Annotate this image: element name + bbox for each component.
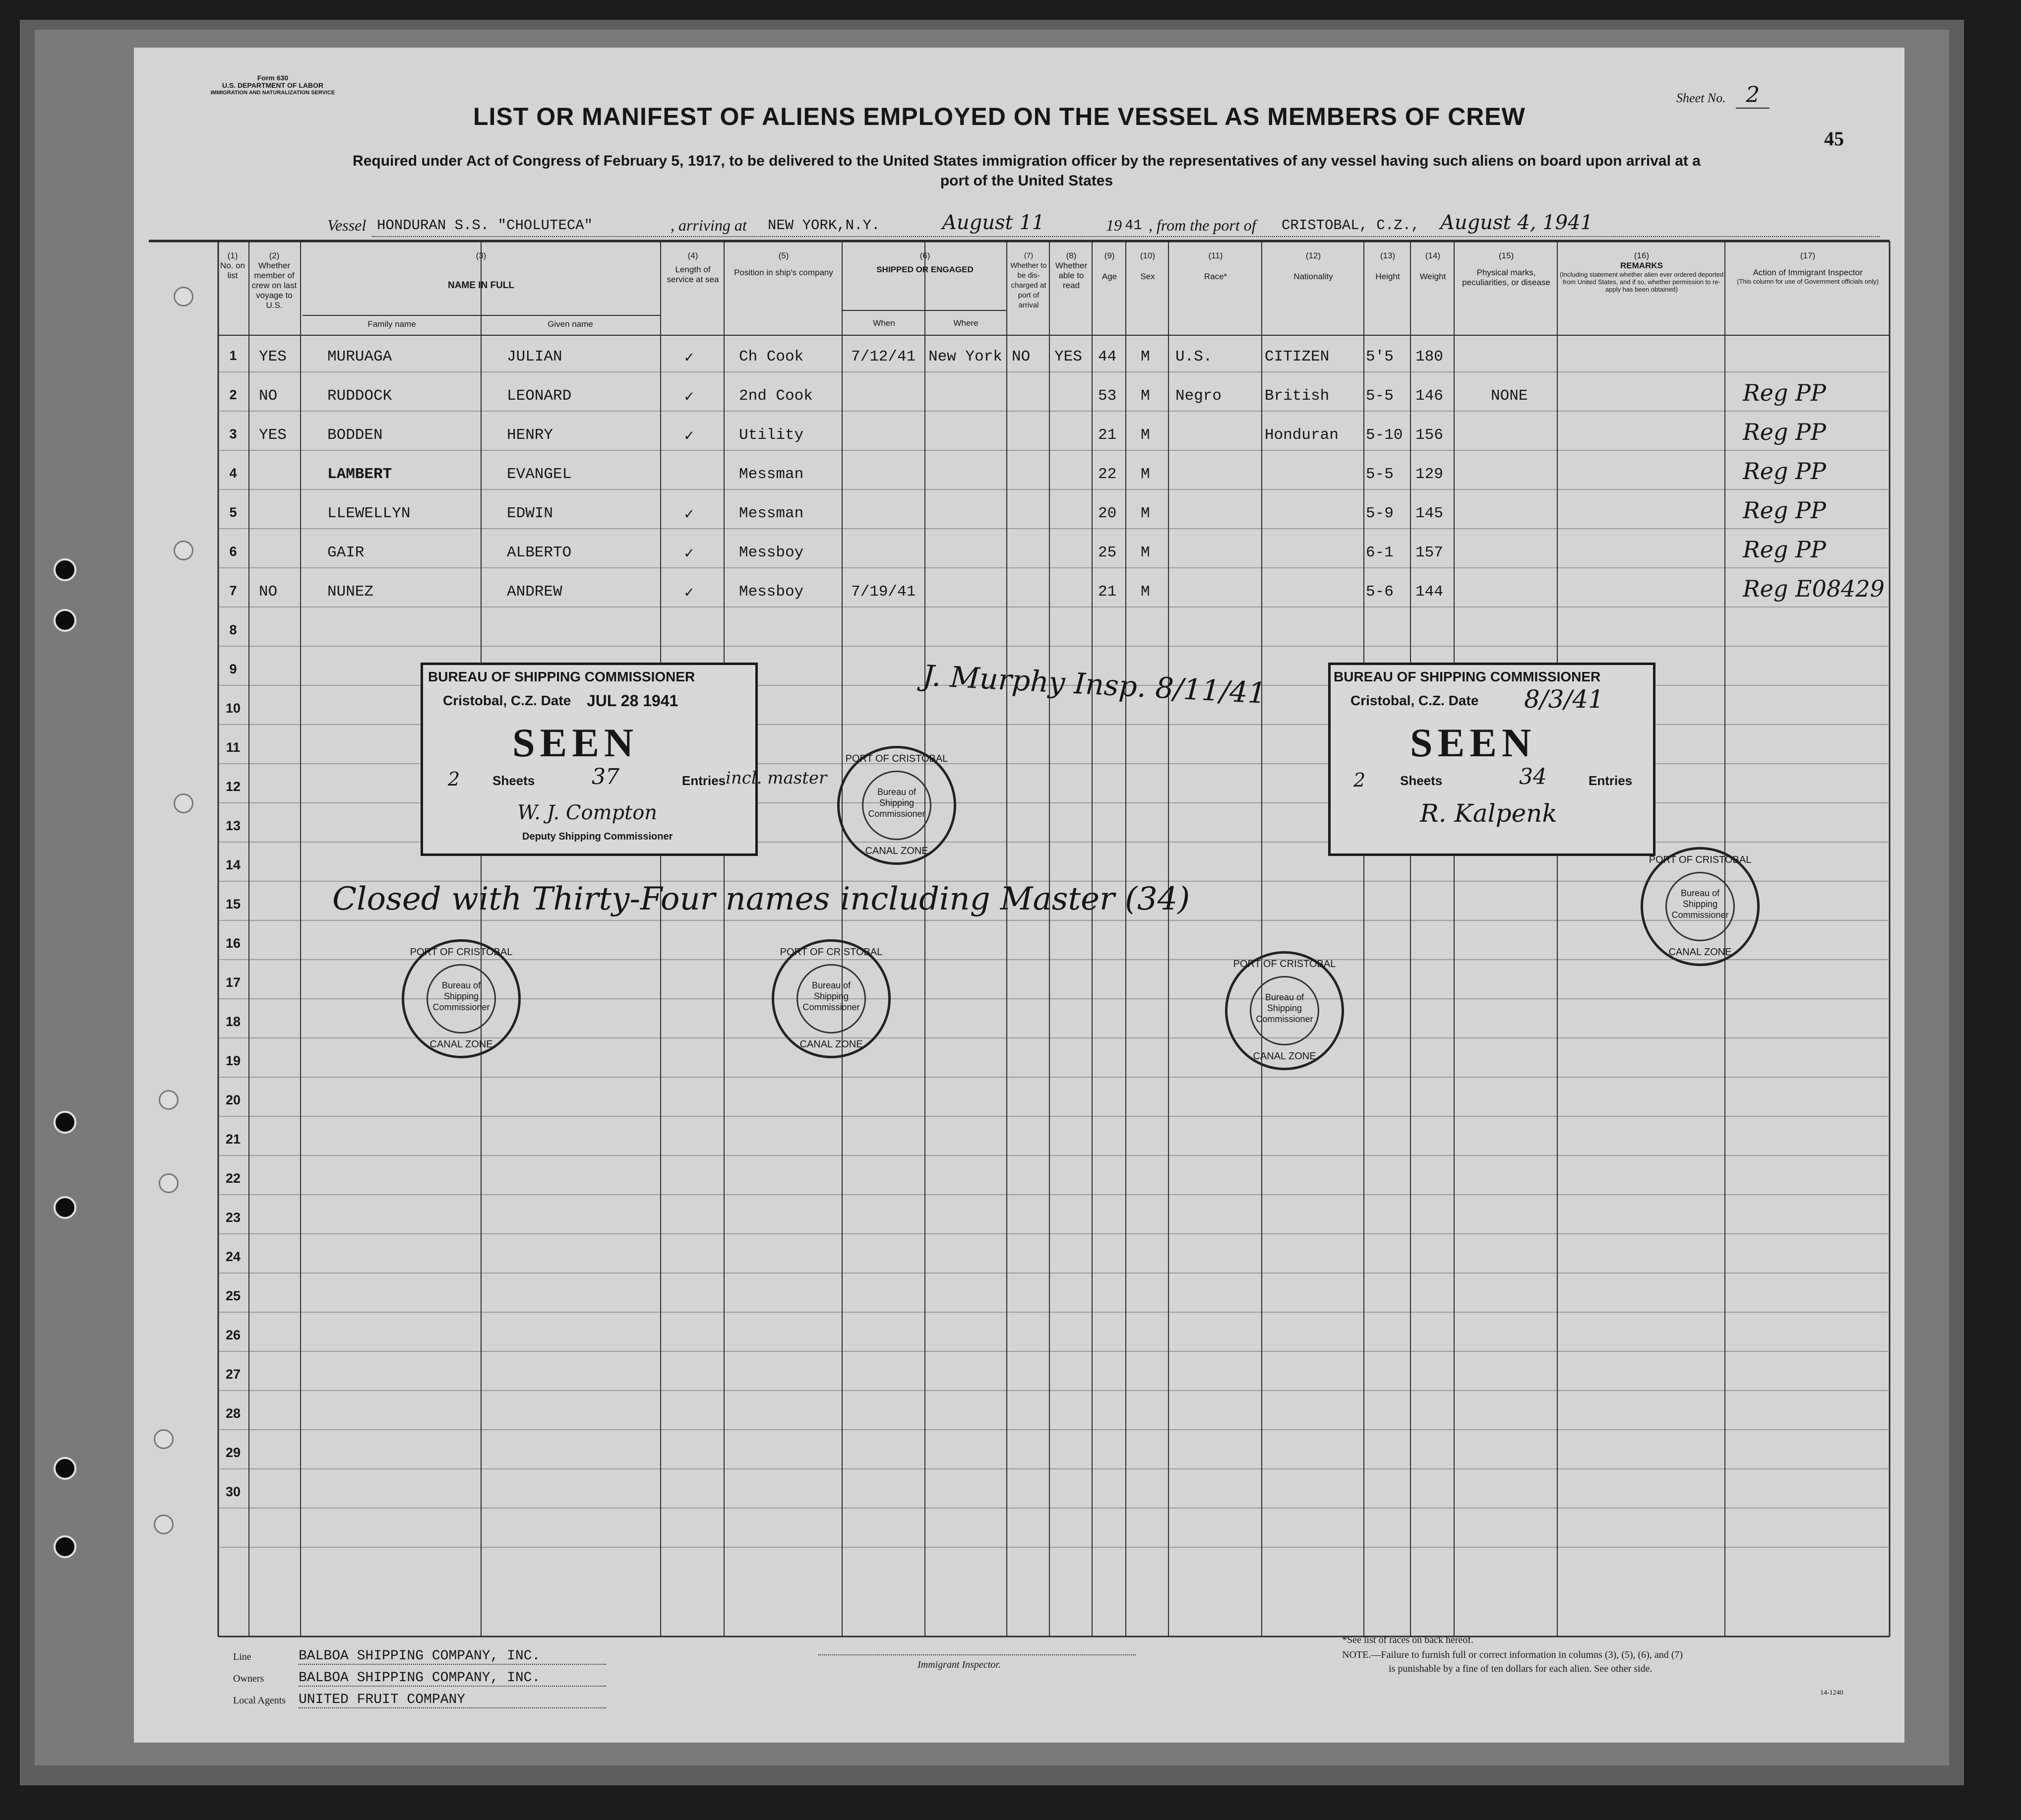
col-header-race xyxy=(1169,251,1262,282)
col-header-where: Where xyxy=(953,318,979,328)
departure-date: August 4, 1941 xyxy=(1440,211,1593,234)
binder-hole xyxy=(54,558,76,581)
row-given-name: HENRY xyxy=(507,426,553,444)
col-label: REMARKS xyxy=(1620,261,1663,270)
stamp-entries-value: 37 xyxy=(592,764,619,789)
row-given-name: ALBERTO xyxy=(507,544,572,561)
seal-inner-text: Shipping xyxy=(1267,1003,1302,1013)
seal-outer-top: PORT OF CRISTOBAL xyxy=(780,947,883,958)
row-age: 22 xyxy=(1098,466,1117,483)
fine-note-1: NOTE.—Failure to furnish full or correct information in columns (3), (5), (6), and (7) xyxy=(1342,1649,1683,1660)
col-number: (7) xyxy=(1024,251,1034,260)
row-service: ✓ xyxy=(684,350,694,367)
col-header-read xyxy=(1050,251,1092,291)
col-label: Race* xyxy=(1204,272,1227,281)
binder-hole xyxy=(54,1111,76,1134)
service-name: IMMIGRATION AND NATURALIZATION SERVICE xyxy=(210,90,335,96)
footer-print-code: 14-1240 xyxy=(1820,1689,1843,1697)
seal-outer-top: PORT OF CRISTOBAL xyxy=(1649,854,1752,865)
department-name: U.S. DEPARTMENT OF LABOR xyxy=(222,81,324,89)
seal-inner-text: Shipping xyxy=(443,991,479,1001)
col-number: (17) xyxy=(1800,251,1816,260)
stamp-place: Cristobal, C.Z. Date xyxy=(443,693,571,708)
row-position: 2nd Cook xyxy=(739,387,813,405)
row-action: Reg PP xyxy=(1743,458,1826,485)
row-number: 25 xyxy=(225,1288,241,1303)
stamp-entries-label: Entries xyxy=(1589,773,1633,788)
row-action: Reg E08429 xyxy=(1743,575,1885,602)
year-prefix: 19 xyxy=(1106,216,1122,234)
row-position: Messman xyxy=(739,505,804,522)
row-height: 6-1 xyxy=(1366,544,1394,561)
row-age: 53 xyxy=(1098,387,1117,405)
vessel-name: HONDURAN S.S. "CHOLUTECA" xyxy=(377,217,593,234)
row-where: New York xyxy=(928,348,1002,365)
stamp-header: BUREAU OF SHIPPING COMMISSIONER xyxy=(428,669,695,684)
row-number: 4 xyxy=(229,466,237,481)
row-service: ✓ xyxy=(684,585,694,602)
stamp-signer-title: Deputy Shipping Commissioner xyxy=(522,831,673,842)
row-nationality: Honduran xyxy=(1265,426,1339,444)
col-label: SHIPPED OR ENGAGED xyxy=(876,265,974,274)
row-sex: M xyxy=(1141,387,1150,405)
row-height: 5-6 xyxy=(1366,583,1394,601)
manifest-sheet xyxy=(134,48,1904,1743)
col-number: (9) xyxy=(1104,251,1115,260)
col-header-age xyxy=(1093,251,1126,282)
seal-outer-bottom: CANAL ZONE xyxy=(799,1039,863,1050)
seal-outer-top: PORT OF CRISTOBAL xyxy=(1233,959,1336,970)
row-height: 5'5 xyxy=(1366,348,1394,365)
row-height: 5-10 xyxy=(1366,426,1403,444)
footer-owners-label: Owners xyxy=(233,1673,264,1684)
col-number: (11) xyxy=(1208,251,1223,260)
col-label: Age xyxy=(1102,272,1117,281)
row-weight: 144 xyxy=(1415,583,1443,601)
page-title: LIST OR MANIFEST OF ALIENS EMPLOYED ON THE VESSEL AS MEMBERS OF CREW xyxy=(473,103,1526,130)
row-sex: M xyxy=(1141,505,1150,522)
row-marks: NONE xyxy=(1491,387,1528,405)
seal-inner-text: Bureau of xyxy=(877,787,917,797)
col-number: (8) xyxy=(1066,251,1077,260)
row-position: Messman xyxy=(739,466,804,483)
stamp-sheets-value: 2 xyxy=(448,768,460,790)
col-label: Height xyxy=(1375,272,1400,281)
col-header-last-voyage xyxy=(250,251,299,310)
row-number: 10 xyxy=(225,701,241,716)
col-label: NAME IN FULL xyxy=(447,280,515,291)
row-position: Messboy xyxy=(739,544,804,561)
col-header-height xyxy=(1365,251,1410,282)
row-number: 23 xyxy=(225,1210,241,1225)
row-weight: 129 xyxy=(1415,466,1443,483)
row-number: 2 xyxy=(229,387,237,402)
col-label: Nationality xyxy=(1293,272,1333,281)
port-seal xyxy=(772,939,891,1058)
col-number: (3) xyxy=(476,251,487,260)
col-header-no xyxy=(217,251,248,281)
row-family-name: LLEWELLYN xyxy=(327,505,411,522)
row-age: 44 xyxy=(1098,348,1117,365)
row-weight: 156 xyxy=(1415,426,1443,444)
seal-outer-top: PORT OF CRISTOBAL xyxy=(410,947,513,958)
row-service: ✓ xyxy=(684,546,694,563)
row-number: 6 xyxy=(229,544,237,559)
row-action: Reg PP xyxy=(1743,379,1826,406)
row-race: Negro xyxy=(1175,387,1222,405)
arrival-port: NEW YORK,N.Y. xyxy=(768,217,880,234)
row-age: 21 xyxy=(1098,583,1117,601)
departure-port: CRISTOBAL, C.Z., xyxy=(1282,217,1420,234)
binder-hole xyxy=(54,1535,76,1558)
col-header-when: When xyxy=(873,318,895,328)
footer-owners-value: BALBOA SHIPPING COMPANY, INC. xyxy=(299,1670,606,1687)
row-given-name: ANDREW xyxy=(507,583,562,601)
row-family-name: GAIR xyxy=(327,544,365,561)
seal-inner-text: Commissioner xyxy=(432,1002,490,1012)
stamp-signature: R. Kalpenk xyxy=(1420,799,1557,828)
row-sex: M xyxy=(1141,544,1150,561)
col-label: Whether to be dis- charged at port of arrival xyxy=(1010,261,1047,309)
col-header-family-name: Family name xyxy=(367,319,416,329)
col-number: (13) xyxy=(1380,251,1396,260)
row-number: 1 xyxy=(229,348,237,363)
row-number: 11 xyxy=(226,740,241,755)
row-sex: M xyxy=(1141,466,1150,483)
col-label: Physical marks, peculiarities, or disease xyxy=(1462,268,1550,287)
inspector-label: Immigrant Inspector. xyxy=(918,1659,1001,1670)
footer-line-value: BALBOA SHIPPING COMPANY, INC. xyxy=(299,1648,606,1665)
seal-inner-text: Commissioner xyxy=(802,1002,860,1012)
row-height: 5-5 xyxy=(1366,387,1394,405)
row-family-name: MURUAGA xyxy=(327,348,392,365)
closed-note: Closed with Thirty-Four names including Master (34) xyxy=(332,881,1190,917)
stamp-place: Cristobal, C.Z. Date xyxy=(1350,693,1479,708)
row-family-name: NUNEZ xyxy=(327,583,374,601)
col-label: Weight xyxy=(1419,272,1446,281)
row-number: 24 xyxy=(225,1249,241,1264)
stamp-sheets-label: Sheets xyxy=(492,773,535,788)
inspector-signature-line xyxy=(818,1654,1136,1655)
col-label: Sex xyxy=(1140,272,1155,281)
inspector-signature: J. Murphy Insp. 8/11/41 xyxy=(921,658,1267,711)
col-header-nationality xyxy=(1263,251,1364,282)
col-header-name xyxy=(303,251,660,291)
row-family-name: RUDDOCK xyxy=(327,387,392,405)
row-number: 15 xyxy=(225,897,241,911)
row-number: 20 xyxy=(225,1092,241,1107)
col-header-service xyxy=(662,251,724,285)
row-last-voyage: YES xyxy=(259,348,287,365)
row-family-name: LAMBERT xyxy=(327,466,392,483)
row-weight: 146 xyxy=(1415,387,1443,405)
binder-hole xyxy=(54,1457,76,1480)
col-number: (10) xyxy=(1140,251,1156,260)
col-number: (5) xyxy=(778,251,789,260)
row-service: ✓ xyxy=(684,506,694,524)
seal-outer-bottom: CANAL ZONE xyxy=(429,1039,493,1050)
row-last-voyage: YES xyxy=(259,426,287,444)
footer-agents-value: UNITED FRUIT COMPANY xyxy=(299,1692,606,1708)
seal-outer-bottom: CANAL ZONE xyxy=(1668,947,1732,958)
row-action: Reg PP xyxy=(1743,497,1826,524)
row-when: 7/19/41 xyxy=(851,583,916,601)
row-age: 20 xyxy=(1098,505,1117,522)
subtitle-line-2: port of the United States xyxy=(940,173,1113,189)
row-weight: 157 xyxy=(1415,544,1443,561)
row-nationality: CITIZEN xyxy=(1265,348,1330,365)
shipping-commissioner-stamp-left xyxy=(421,663,827,856)
row-number: 22 xyxy=(225,1171,241,1186)
row-number: 16 xyxy=(225,936,241,951)
stamp-sheets-label: Sheets xyxy=(1400,773,1443,788)
footer-line-label: Line xyxy=(233,1651,251,1662)
form-number: Form 630 xyxy=(257,74,289,82)
binder-hole xyxy=(54,609,76,632)
row-last-voyage: NO xyxy=(259,583,278,601)
row-sex: M xyxy=(1141,426,1150,444)
stamp-extra-note: incl. master xyxy=(726,768,827,788)
col-note: (Including statement whether alien ever ordered deported from United States, and if so, whether permission to re-apply has been obtained) xyxy=(1559,271,1724,293)
col-number: (12) xyxy=(1305,251,1321,260)
from-port-label: , from the port of xyxy=(1149,216,1256,234)
row-number: 7 xyxy=(229,583,237,598)
row-position: Utility xyxy=(739,426,804,444)
seal-inner-text: Shipping xyxy=(813,991,849,1001)
row-given-name: LEONARD xyxy=(507,387,572,405)
row-number: 29 xyxy=(225,1445,241,1460)
row-number: 8 xyxy=(229,622,237,637)
row-service: ✓ xyxy=(684,428,694,445)
row-action: Reg PP xyxy=(1743,419,1826,445)
col-number: (6) xyxy=(919,251,930,260)
col-label: Position in ship's company xyxy=(734,268,833,277)
col-header-given-name: Given name xyxy=(548,319,593,329)
col-label: No. on list xyxy=(220,261,245,280)
seal-inner-text: Commissioner xyxy=(1671,910,1729,920)
seal-inner-text: Bureau of xyxy=(441,980,481,990)
stamp-signature: W. J. Compton xyxy=(517,801,658,824)
arriving-label: , arriving at xyxy=(671,216,747,234)
col-number: (16) xyxy=(1634,251,1650,260)
col-number: (4) xyxy=(687,251,698,260)
row-sex: M xyxy=(1141,583,1150,601)
row-weight: 145 xyxy=(1415,505,1443,522)
col-number: (1) xyxy=(227,251,238,260)
row-height: 5-5 xyxy=(1366,466,1394,483)
port-seal xyxy=(837,746,956,865)
col-number: (2) xyxy=(269,251,280,260)
row-number: 3 xyxy=(229,426,237,441)
seal-outer-bottom: CANAL ZONE xyxy=(1253,1051,1316,1062)
col-number: (14) xyxy=(1425,251,1441,260)
col-label: Length of service at sea xyxy=(667,265,719,284)
row-sex: M xyxy=(1141,348,1150,365)
seal-inner-text: Bureau of xyxy=(1265,992,1304,1002)
row-number: 13 xyxy=(225,818,241,833)
shipping-commissioner-stamp-right xyxy=(1328,663,1655,856)
row-number: 26 xyxy=(225,1328,241,1342)
sheet-number: 2 xyxy=(1736,82,1770,109)
col-label: Action of Immigrant Inspector xyxy=(1753,268,1863,277)
col-note: (This column for use of Government officials only) xyxy=(1737,278,1879,285)
row-given-name: EDWIN xyxy=(507,505,553,522)
stamp-entries-label: Entries xyxy=(682,773,726,788)
seal-inner-text: Commissioner xyxy=(1256,1014,1313,1024)
row-number: 19 xyxy=(225,1053,241,1068)
row-weight: 180 xyxy=(1415,348,1443,365)
col-label: Whether member of crew on last voyage to U.S. xyxy=(251,261,297,310)
arrival-date: August 11 xyxy=(942,211,1045,234)
col-header-action xyxy=(1726,251,1890,285)
row-number: 5 xyxy=(229,505,237,520)
seal-outer-bottom: CANAL ZONE xyxy=(865,846,928,856)
footer-agents-label: Local Agents xyxy=(233,1695,286,1706)
stamp-sheets-value: 2 xyxy=(1353,769,1366,791)
sheet-label: Sheet No. xyxy=(1676,91,1726,105)
stamp-entries-value: 34 xyxy=(1519,764,1547,789)
col-number: (15) xyxy=(1498,251,1514,260)
seal-inner-text: Bureau of xyxy=(1680,888,1720,898)
port-seal xyxy=(1225,951,1344,1070)
binder-hole xyxy=(54,1196,76,1219)
stamp-date: JUL 28 1941 xyxy=(587,692,678,710)
row-height: 5-9 xyxy=(1366,505,1394,522)
subtitle-line-1: Required under Act of Congress of February 5, 1917, to be delivered to the United States immigration officer by the representatives of any vessel having such aliens on board upon arrival at a xyxy=(353,153,1701,169)
row-number: 12 xyxy=(225,779,241,794)
stamp-date: 8/3/41 xyxy=(1524,685,1604,714)
col-header-shipped xyxy=(843,251,1007,275)
row-position: Messboy xyxy=(739,583,804,601)
col-header-weight xyxy=(1411,251,1454,282)
col-header-remarks xyxy=(1558,251,1725,293)
row-age: 25 xyxy=(1098,544,1117,561)
page-number: 45 xyxy=(1824,127,1844,150)
row-given-name: EVANGEL xyxy=(507,466,572,483)
row-number: 27 xyxy=(225,1367,241,1382)
col-header-physical-marks xyxy=(1455,251,1557,288)
race-note: *See list of races on back hereof. xyxy=(1342,1635,1473,1645)
row-number: 21 xyxy=(225,1132,241,1147)
row-action: Reg PP xyxy=(1743,536,1826,563)
row-number: 14 xyxy=(225,857,241,872)
row-family-name: BODDEN xyxy=(327,426,383,444)
fine-note-2: is punishable by a fine of ten dollars for each alien. See other side. xyxy=(1389,1663,1653,1674)
row-number: 28 xyxy=(225,1406,241,1421)
seal-inner-text: Commissioner xyxy=(868,809,925,819)
seal-inner-text: Bureau of xyxy=(811,980,851,990)
row-race: U.S. xyxy=(1175,348,1213,365)
col-header-sex xyxy=(1127,251,1168,282)
stamp-seen: SEEN xyxy=(1410,720,1536,765)
col-header-discharged xyxy=(1008,251,1049,310)
row-number: 9 xyxy=(229,662,237,676)
row-nationality: British xyxy=(1265,387,1330,405)
port-seal xyxy=(1641,847,1760,966)
vessel-label: Vessel xyxy=(327,216,367,234)
seal-outer-top: PORT OF CRISTOBAL xyxy=(845,753,948,764)
row-number: 18 xyxy=(225,1014,241,1029)
row-discharged: NO xyxy=(1012,348,1031,365)
row-position: Ch Cook xyxy=(739,348,804,365)
row-age: 21 xyxy=(1098,426,1117,444)
footer-company-block xyxy=(233,1644,828,1714)
col-header-position xyxy=(725,251,842,278)
row-given-name: JULIAN xyxy=(507,348,562,365)
row-number: 30 xyxy=(225,1484,241,1499)
row-number: 17 xyxy=(225,975,241,990)
seal-inner-text: Shipping xyxy=(879,798,915,808)
row-service: ✓ xyxy=(684,389,694,406)
port-seal xyxy=(402,939,521,1058)
seal-inner-text: Shipping xyxy=(1682,899,1718,909)
year-value: 41 xyxy=(1125,217,1142,234)
row-when: 7/12/41 xyxy=(851,348,916,365)
stamp-header: BUREAU OF SHIPPING COMMISSIONER xyxy=(1334,669,1601,684)
stamp-seen: SEEN xyxy=(512,720,639,765)
col-label: Whether able to read xyxy=(1055,261,1088,290)
row-last-voyage: NO xyxy=(259,387,278,405)
row-read: YES xyxy=(1054,348,1082,365)
